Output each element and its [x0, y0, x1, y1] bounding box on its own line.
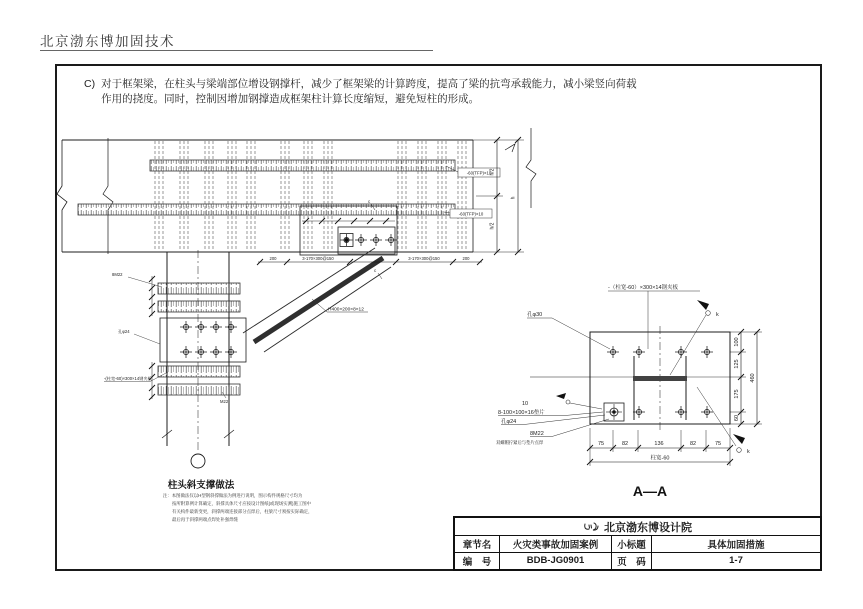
- aa-hole24-label: 孔φ24: [501, 419, 517, 425]
- aa-dim: 75: [597, 441, 605, 447]
- section-cut-flag-icon: [697, 300, 709, 310]
- section-aa-title: A—A: [632, 483, 668, 499]
- section-mark-1: c: [368, 199, 371, 204]
- brace-size-label: H400×200×8×12: [328, 307, 364, 313]
- beam-right-dims: [473, 137, 524, 255]
- aa-k2-label: k: [747, 449, 750, 455]
- aa-k1-label: k: [716, 312, 719, 318]
- beam: [57, 128, 536, 254]
- aa-dim: 75: [714, 441, 722, 447]
- aa-bolts-label: 8M22: [530, 431, 544, 437]
- col-anchor-label: M22: [220, 399, 229, 404]
- dim-plates-right: 3-170×300@150: [408, 256, 440, 261]
- tb-chapter-value: 火灾类事故加固案例: [499, 536, 611, 552]
- intro-line1: 对于框架梁，在柱头与梁端部位增设钢撑杆，减少了框架梁的计算跨度，提高了梁的抗弯承载能力，减小梁竖向荷载: [101, 78, 637, 90]
- section-mark-2: c: [374, 268, 377, 273]
- aa-pad-label: 8-100×100×16垫片: [498, 410, 545, 416]
- aa-dim-height: 460: [750, 373, 756, 383]
- plate-label-2: -60(TFP)×10: [458, 211, 484, 217]
- dim-200-right: 200: [462, 256, 470, 261]
- aa-callouts: [496, 283, 750, 455]
- aa-clamp-label: -（柱宽-60）×300×14钢夹板: [608, 285, 678, 291]
- col-clamp-label: -(柱宽-60)×300×14钢夹板: [104, 376, 152, 381]
- tb-page-value: 1-7: [651, 553, 820, 570]
- weld-flag-icon: [556, 393, 566, 399]
- col-label-mid: 孔φ24: [118, 329, 130, 334]
- intro-marker: C): [84, 78, 96, 90]
- aa-brace-web: [633, 376, 687, 381]
- note-line: 按所附算例计算确定，斜撑具体尺寸应按设计图纸(或现场实测)施工图中: [172, 501, 312, 506]
- company-header: 北京渤东博加固技术: [40, 34, 175, 49]
- aa-dim: 125: [734, 359, 740, 369]
- dim-h: h: [510, 196, 517, 200]
- col-label-top: 8M22: [112, 272, 123, 277]
- section-cut-flag-icon: [733, 434, 745, 444]
- aa-dim-width: 柱宽-60: [650, 455, 670, 462]
- intro-line2: 作用的挠度。同时，控制因增加钢撑造成框架柱计算长度缩短，避免短柱的形成。: [101, 93, 480, 105]
- aa-dim: 175: [734, 389, 740, 399]
- column: [149, 250, 246, 468]
- aa-hole30-label: 孔φ30: [527, 312, 543, 318]
- beam-plate-bands: [78, 160, 455, 215]
- tb-page-key: 页 码: [611, 553, 651, 570]
- plate-label-1: -60(TFP)×10: [466, 170, 492, 176]
- institute-name: 北京渤东博设计院: [604, 521, 692, 534]
- title-block-institute: [455, 518, 820, 536]
- elevation-title: 柱头斜支撑做法: [167, 480, 235, 491]
- elevation-notes: [163, 492, 313, 523]
- aa-dim: 82: [689, 441, 697, 447]
- tb-subtitle-value: 具体加固措施: [651, 536, 820, 552]
- title-block: [453, 516, 822, 571]
- aa-bottom-dims: [587, 428, 733, 466]
- dim-plates-left: 3-170×300@150: [302, 256, 334, 261]
- grid-bubble: [191, 454, 205, 468]
- note-line: 注：本图做法仅以H型钢斜撑做法为例进行说明，图示构件规格尺寸均为: [163, 493, 303, 498]
- aa-right-dims: [730, 329, 762, 427]
- beam-vertical-strips: [155, 141, 466, 251]
- tb-number-value: BDB-JG0901: [499, 553, 611, 570]
- dim-h2-bot: h/2: [489, 222, 496, 230]
- tb-subtitle-key: 小标题: [611, 536, 651, 552]
- section-aa: [530, 326, 730, 430]
- aa-weld-label: 10: [522, 401, 529, 407]
- institute-logo-icon: [583, 521, 599, 533]
- aa-dim: 136: [654, 441, 664, 447]
- aa-dim: 100: [734, 337, 740, 347]
- tb-chapter-key: 章节名: [462, 539, 492, 551]
- aa-nut-note: 双螺帽拧紧后与垫片点焊: [496, 440, 544, 445]
- note-line: 最后再于斜撑两端点焊处补强焊缝: [172, 517, 238, 522]
- dim-h2-top: h/2: [489, 168, 496, 176]
- title-block-row: [455, 553, 820, 570]
- dim-200-left: 200: [269, 256, 277, 261]
- note-line: 有关构件最新变更，斜撑两端连接部分点焊后，柱梁尺寸须按实际确定，: [172, 509, 313, 514]
- aa-dim: 82: [621, 441, 629, 447]
- aa-dim: 60: [734, 414, 740, 422]
- diagonal-brace: [243, 248, 391, 352]
- tb-number-key: 编 号: [462, 556, 492, 568]
- title-block-row: [455, 536, 820, 553]
